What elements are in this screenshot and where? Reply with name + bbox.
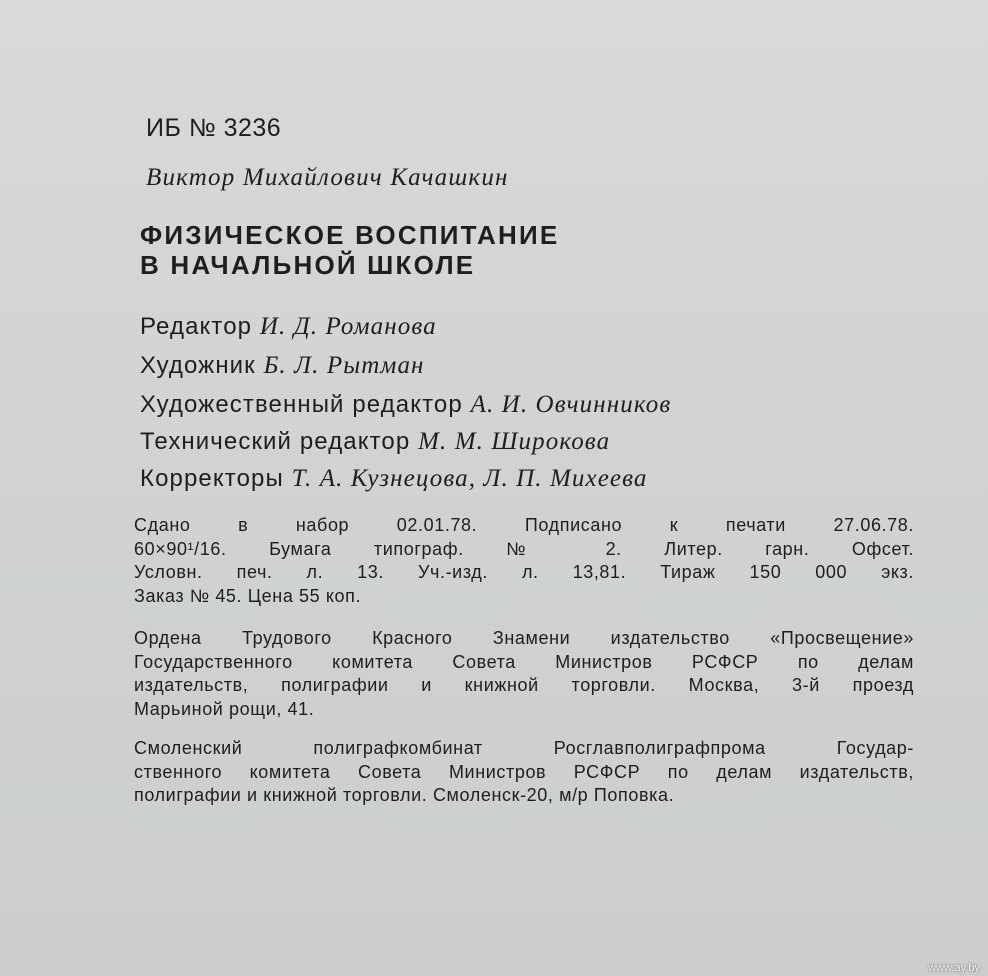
author-name: Виктор Михайлович Качашкин [146, 164, 509, 191]
credit-art-editor [140, 391, 671, 419]
credit-person: Т. А. Кузнецова, Л. П. Михеева [291, 465, 648, 492]
credit-person: И. Д. Романова [259, 313, 437, 340]
credit-person: М. М. Широкова [418, 428, 611, 455]
credit-person: А. И. Овчинников [470, 391, 672, 418]
printing-info-line: Сдано в набор 02.01.78. Подписано к печати 27.06.78. [134, 515, 914, 535]
printer-line: Смоленский полиграфкомбинат Росглавполиграфпрома Государ- [134, 738, 914, 758]
publisher-block [134, 627, 914, 721]
publisher-line: издательств, полиграфии и книжной торговли. Москва, 3-й проезд [134, 675, 914, 695]
credit-technical-editor [140, 428, 610, 456]
printing-info-line: Условн. печ. л. 13. Уч.-изд. л. 13,81. Тираж 150 000 экз. [134, 562, 914, 582]
publisher-line: Ордена Трудового Красного Знамени издательство «Просвещение» [134, 628, 914, 648]
book-title-line-1: ФИЗИЧЕСКОЕ ВОСПИТАНИЕ [140, 220, 560, 250]
printer-line: полиграфии и книжной торговли. Смоленск-20, м/р Поповка. [134, 785, 675, 805]
credit-artist [140, 352, 425, 380]
publisher-line: Марьиной рощи, 41. [134, 698, 315, 719]
credit-role: Художник [140, 352, 256, 379]
publisher-line: Государственного комитета Совета Министров РСФСР по делам [134, 651, 914, 672]
site-watermark: www.ay.by [928, 962, 980, 974]
credit-role: Редактор [140, 313, 253, 340]
book-title-line-2: В НАЧАЛЬНОЙ ШКОЛЕ [140, 250, 476, 280]
ib-number: ИБ № 3236 [146, 114, 282, 142]
printer-block [134, 737, 914, 808]
credit-role: Художественный редактор [140, 391, 463, 418]
credit-editor [140, 313, 437, 341]
credit-role: Корректоры [140, 465, 284, 492]
credit-role: Технический редактор [140, 428, 411, 455]
printing-info-block [134, 514, 914, 608]
credit-person: Б. Л. Рытман [263, 352, 425, 379]
credit-proofreaders [140, 465, 648, 493]
printing-info-line: Заказ № 45. Цена 55 коп. [134, 585, 362, 606]
printer-line: ственного комитета Совета Министров РСФСР по делам издательств, [134, 761, 914, 782]
printing-info-line: 60×90¹/16. Бумага типограф. № 2. Литер. гарн. Офсет. [134, 538, 914, 559]
